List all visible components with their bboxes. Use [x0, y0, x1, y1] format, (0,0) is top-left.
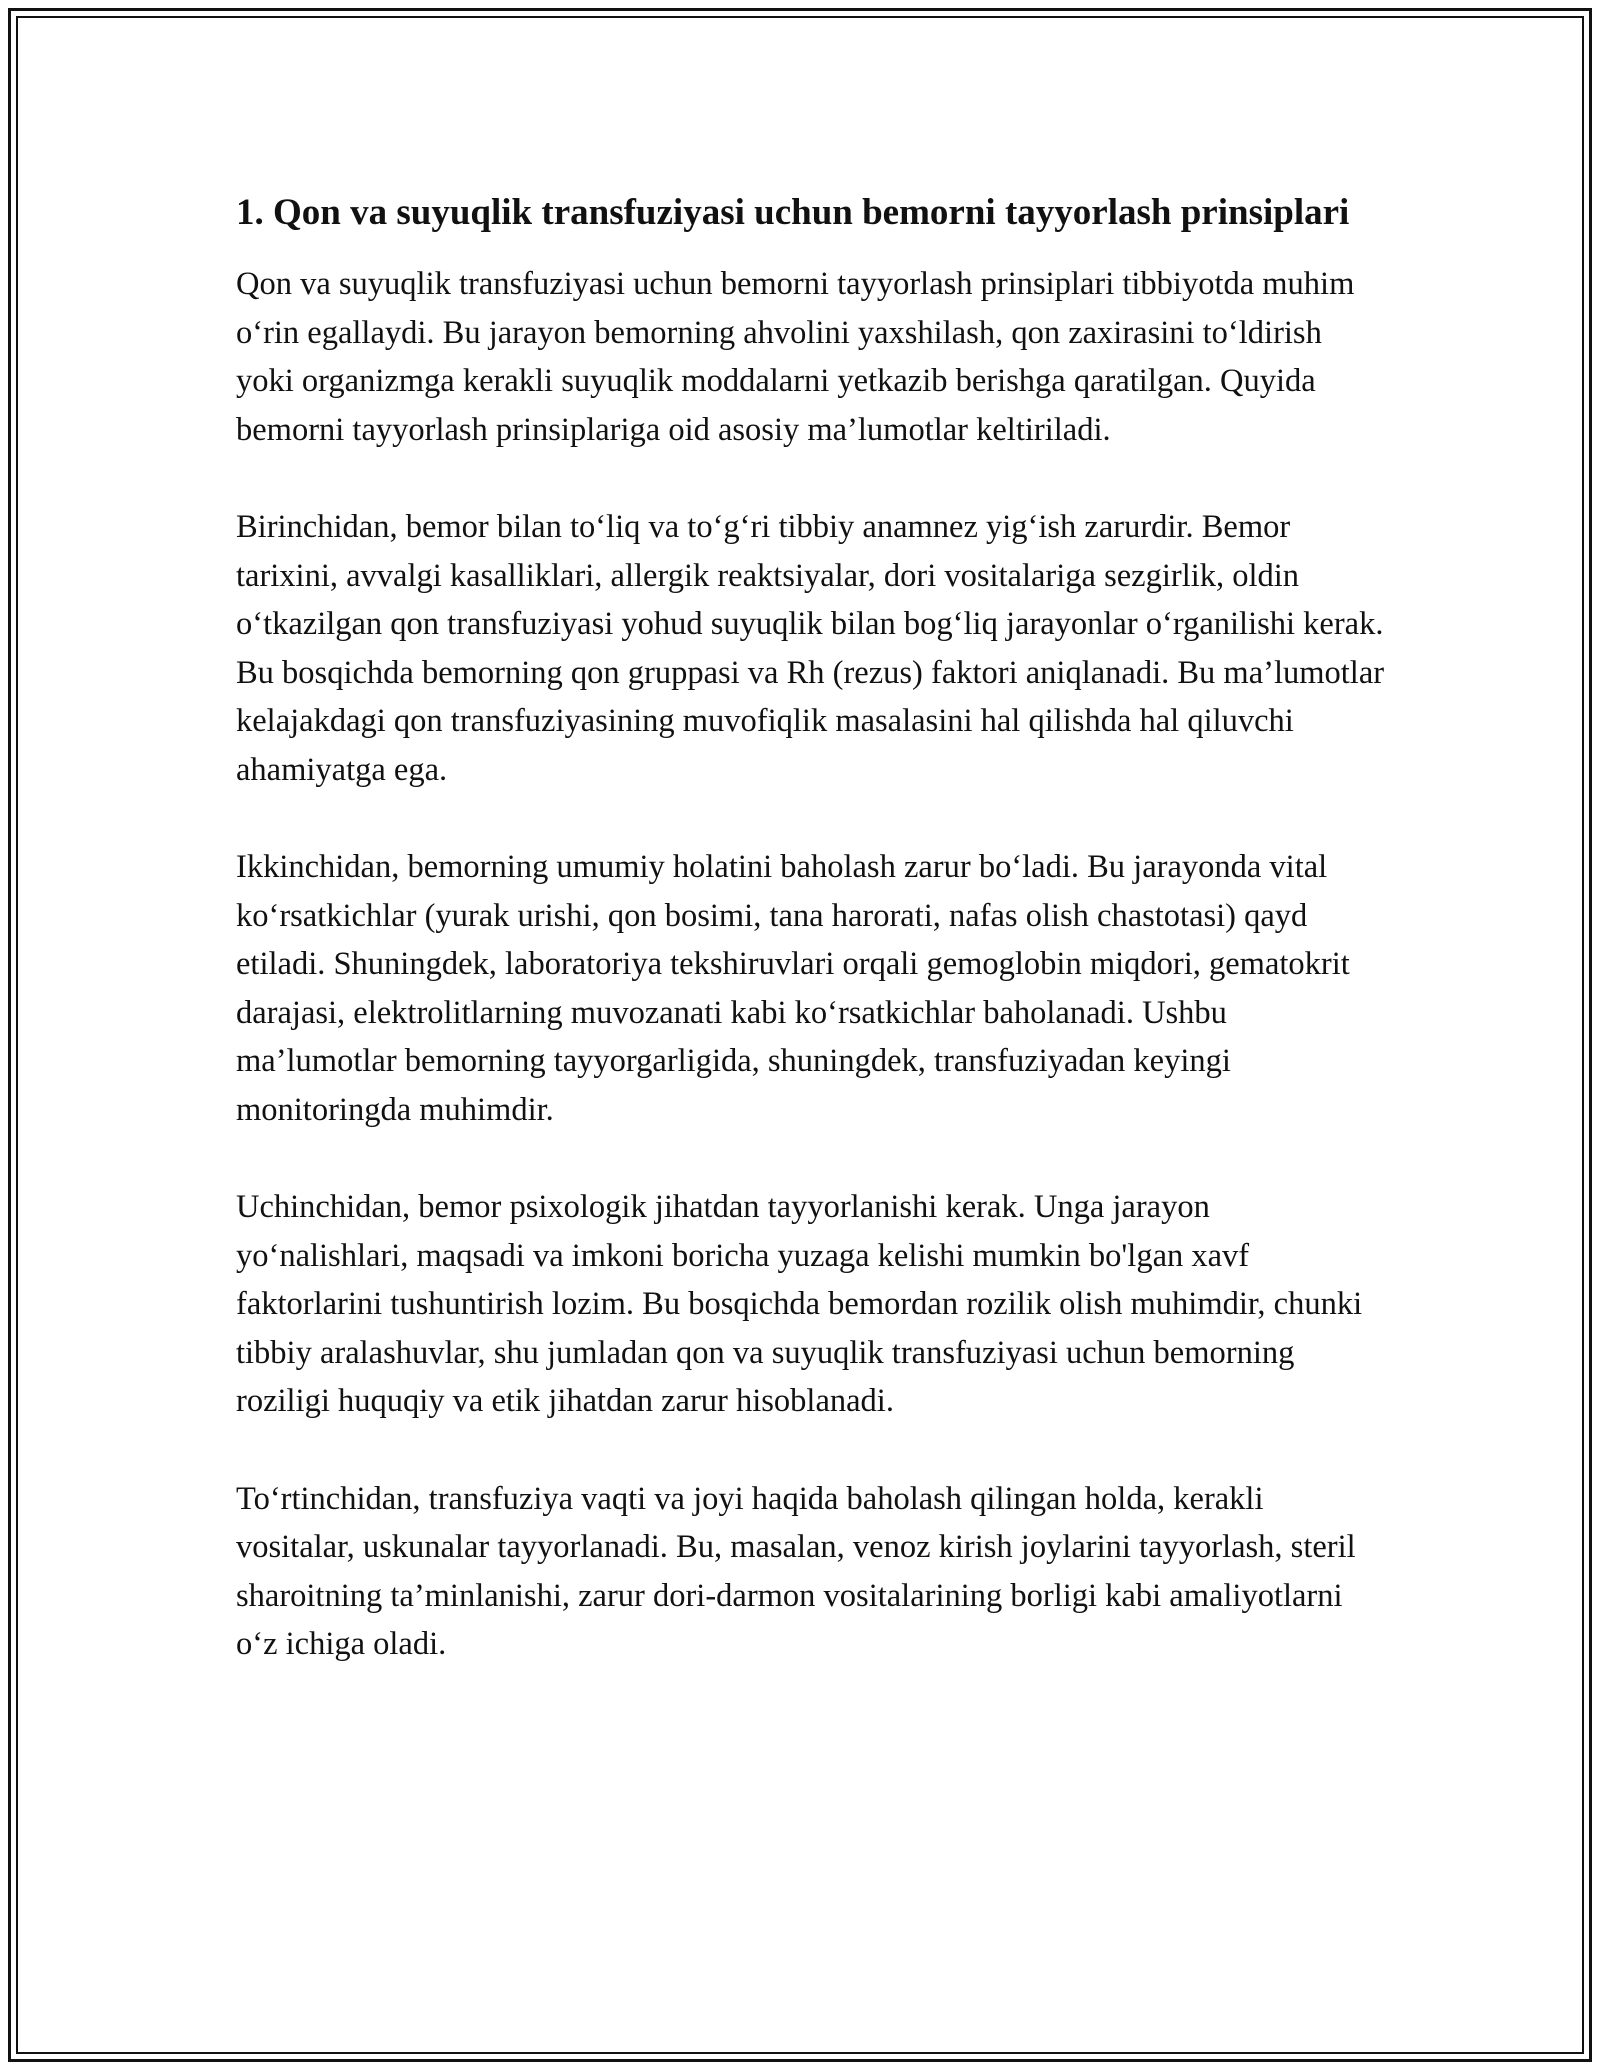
paragraph-first-principle: Birinchidan, bemor bilan to‘liq va to‘g‘ri tibbiy anamnez yig‘ish zarurdir. Bemor tarixini, avvalgi kasalliklari, allergik reaktsiyalar, dori vositalariga sezgirlik, oldin o‘tkazilgan qon transfuziyasi yohud suyuqlik bilan bog‘liq jarayonlar o‘rganilishi kerak. Bu bosqichda bemorning qon gruppasi va Rh (rezus) faktori aniqlanadi. Bu ma’lumotlar kelajakdagi qon transfuziyasining muvofiqlik masalasini hal qilishda hal qiluvchi ahamiyatga ega.: [236, 509, 1385, 788]
paragraph-fourth-principle: To‘rtinchidan, transfuziya vaqti va joyi haqida baholash qilingan holda, kerakli vositalar, uskunalar tayyorlanadi. Bu, masalan, venoz kirish joylarini tayyorlash, steril sharoitning ta’minlanishi, zarur dori-darmon vositalarining borligi kabi amaliyotlarni o‘z ichiga oladi.: [236, 1480, 1356, 1662]
paragraph-intro: Qon va suyuqlik transfuziyasi uchun bemorni tayyorlash prinsiplari tibbiyotda muhim o‘rin egallaydi. Bu jarayon bemorning ahvolini yaxshilash, qon zaxirasini to‘ldirish yoki organizmga kerakli suyuqlik moddalarni yetkazib berishga qaratilgan. Quyida bemorni tayyorlash prinsiplariga oid asosiy ma’lumotlar keltiriladi.: [236, 266, 1355, 448]
document-body: [236, 185, 1386, 1669]
paragraph-second-principle: Ikkinchidan, bemorning umumiy holatini baholash zarur bo‘ladi. Bu jarayonda vital ko‘rsatkichlar (yurak urishi, qon bosimi, tana harorati, nafas olish chastotasi) qayd etiladi. Shuningdek, laboratoriya tekshiruvlari orqali gemoglobin miqdori, gematokrit darajasi, elektrolitlarning muvozanati kabi ko‘rsatkichlar baholanadi. Ushbu ma’lumotlar bemorning tayyorgarligida, shuningdek, transfuziyadan keyingi monitoringda muhimdir.: [236, 849, 1350, 1128]
paragraph-third-principle: Uchinchidan, bemor psixologik jihatdan tayyorlanishi kerak. Unga jarayon yo‘nalishlari, maqsadi va imkoni boricha yuzaga kelishi mumkin bo'lgan xavf faktorlarini tushuntirish lozim. Bu bosqichda bemordan rozilik olish muhimdir, chunki tibbiy aralashuvlar, shu jumladan qon va suyuqlik transfuziyasi uchun bemorning roziligi huquqiy va etik jihatdan zarur hisoblanadi.: [236, 1189, 1363, 1419]
section-heading: 1. Qon va suyuqlik transfuziyasi uchun bemorni tayyorlash prinsiplari: [236, 192, 1350, 233]
